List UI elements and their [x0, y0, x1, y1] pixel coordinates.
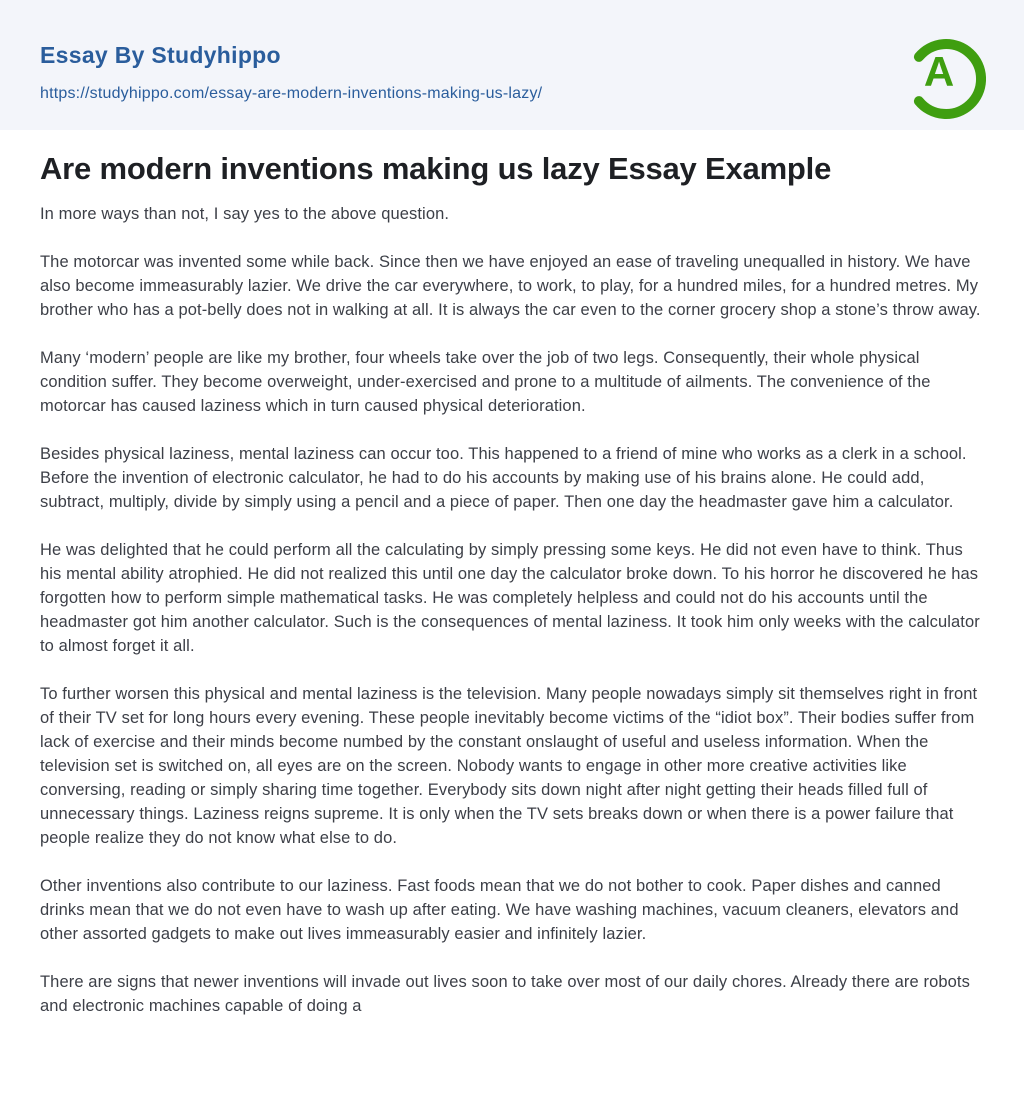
paragraph-1: In more ways than not, I say yes to the above question.	[40, 205, 450, 223]
source-url-link[interactable]: https://studyhippo.com/essay-are-modern-inventions-making-us-lazy/	[40, 85, 543, 102]
site-title-link[interactable]: Essay By Studyhippo	[40, 42, 281, 68]
paragraph-4: Besides physical laziness, mental laziness can occur too. This happened to a friend of mine who works as a clerk in a school. Before the invention of electronic calculator, he had to do his accounts by making use of his brains alone. He could add, subtract, multiply, divide by simply using a pencil and a piece of paper. Then one day the headmaster gave him a calculator.	[40, 445, 967, 511]
logo-arc-icon	[896, 20, 986, 124]
paragraph-6: To further worsen this physical and mental laziness is the television. Many people nowadays simply sit themselves right in front of their TV set for long hours every evening. These people inevitably become victims of the “idiot box”. Their bodies suffer from lack of exercise and their minds become numbed by the constant onslaught of useful and useless information. When the television set is switched on, all eyes are on the screen. Nobody wants to engage in other more creative activities like conversing, reading or simply sharing time together. Everybody sits down night after night getting their heads filled full of unnecessary things. Laziness reigns supreme. It is only when the TV sets breaks down or when there is a power failure that people realize they do not know what else to do.	[40, 685, 978, 847]
paragraph-2: The motorcar was invented some while back. Since then we have enjoyed an ease of traveling unequalled in history. We have also become immeasurably lazier. We drive the car everywhere, to work, to play, for a hundred miles, for a hundred metres. My brother who has a pot-belly does not in walking at all. It is always the car even to the corner grocery shop a stone’s throw away.	[40, 253, 981, 319]
article-title: Are modern inventions making us lazy Essay Example	[40, 151, 832, 186]
studyhippo-logo	[896, 20, 986, 129]
paragraph-8: There are signs that newer inventions will invade out lives soon to take over most of our daily chores. Already there are robots and electronic machines capable of doing a	[40, 973, 970, 1015]
paragraph-5: He was delighted that he could perform all the calculating by simply pressing some keys. He did not even have to think. Thus his mental ability atrophied. He did not realized this until one day the calculator broke down. To his horror he discovered he has forgotten how to perform simple mathematical tasks. He was completely helpless and could not do his accounts until the headmaster got him another calculator. Such is the consequences of mental laziness. It took him only weeks with the calculator to almost forget it all.	[40, 541, 980, 655]
logo-letter: A	[923, 48, 955, 95]
paragraph-7: Other inventions also contribute to our laziness. Fast foods mean that we do not bother to cook. Paper dishes and canned drinks mean that we do not even have to wash up after eating. We have washing machines, vacuum cleaners, elevators and other assorted gadgets to make out lives immeasurably easier and infinitely lazier.	[40, 877, 959, 943]
article-body	[40, 202, 984, 1018]
paragraph-3: Many ‘modern’ people are like my brother, four wheels take over the job of two legs. Consequently, their whole physical condition suffer. They become overweight, under-exercised and prone to a multitude of ailments. The convenience of the motorcar has caused laziness which in turn caused physical deterioration.	[40, 349, 931, 415]
page-header	[0, 0, 1024, 130]
article	[0, 130, 1024, 1018]
header-text-block	[40, 42, 542, 103]
